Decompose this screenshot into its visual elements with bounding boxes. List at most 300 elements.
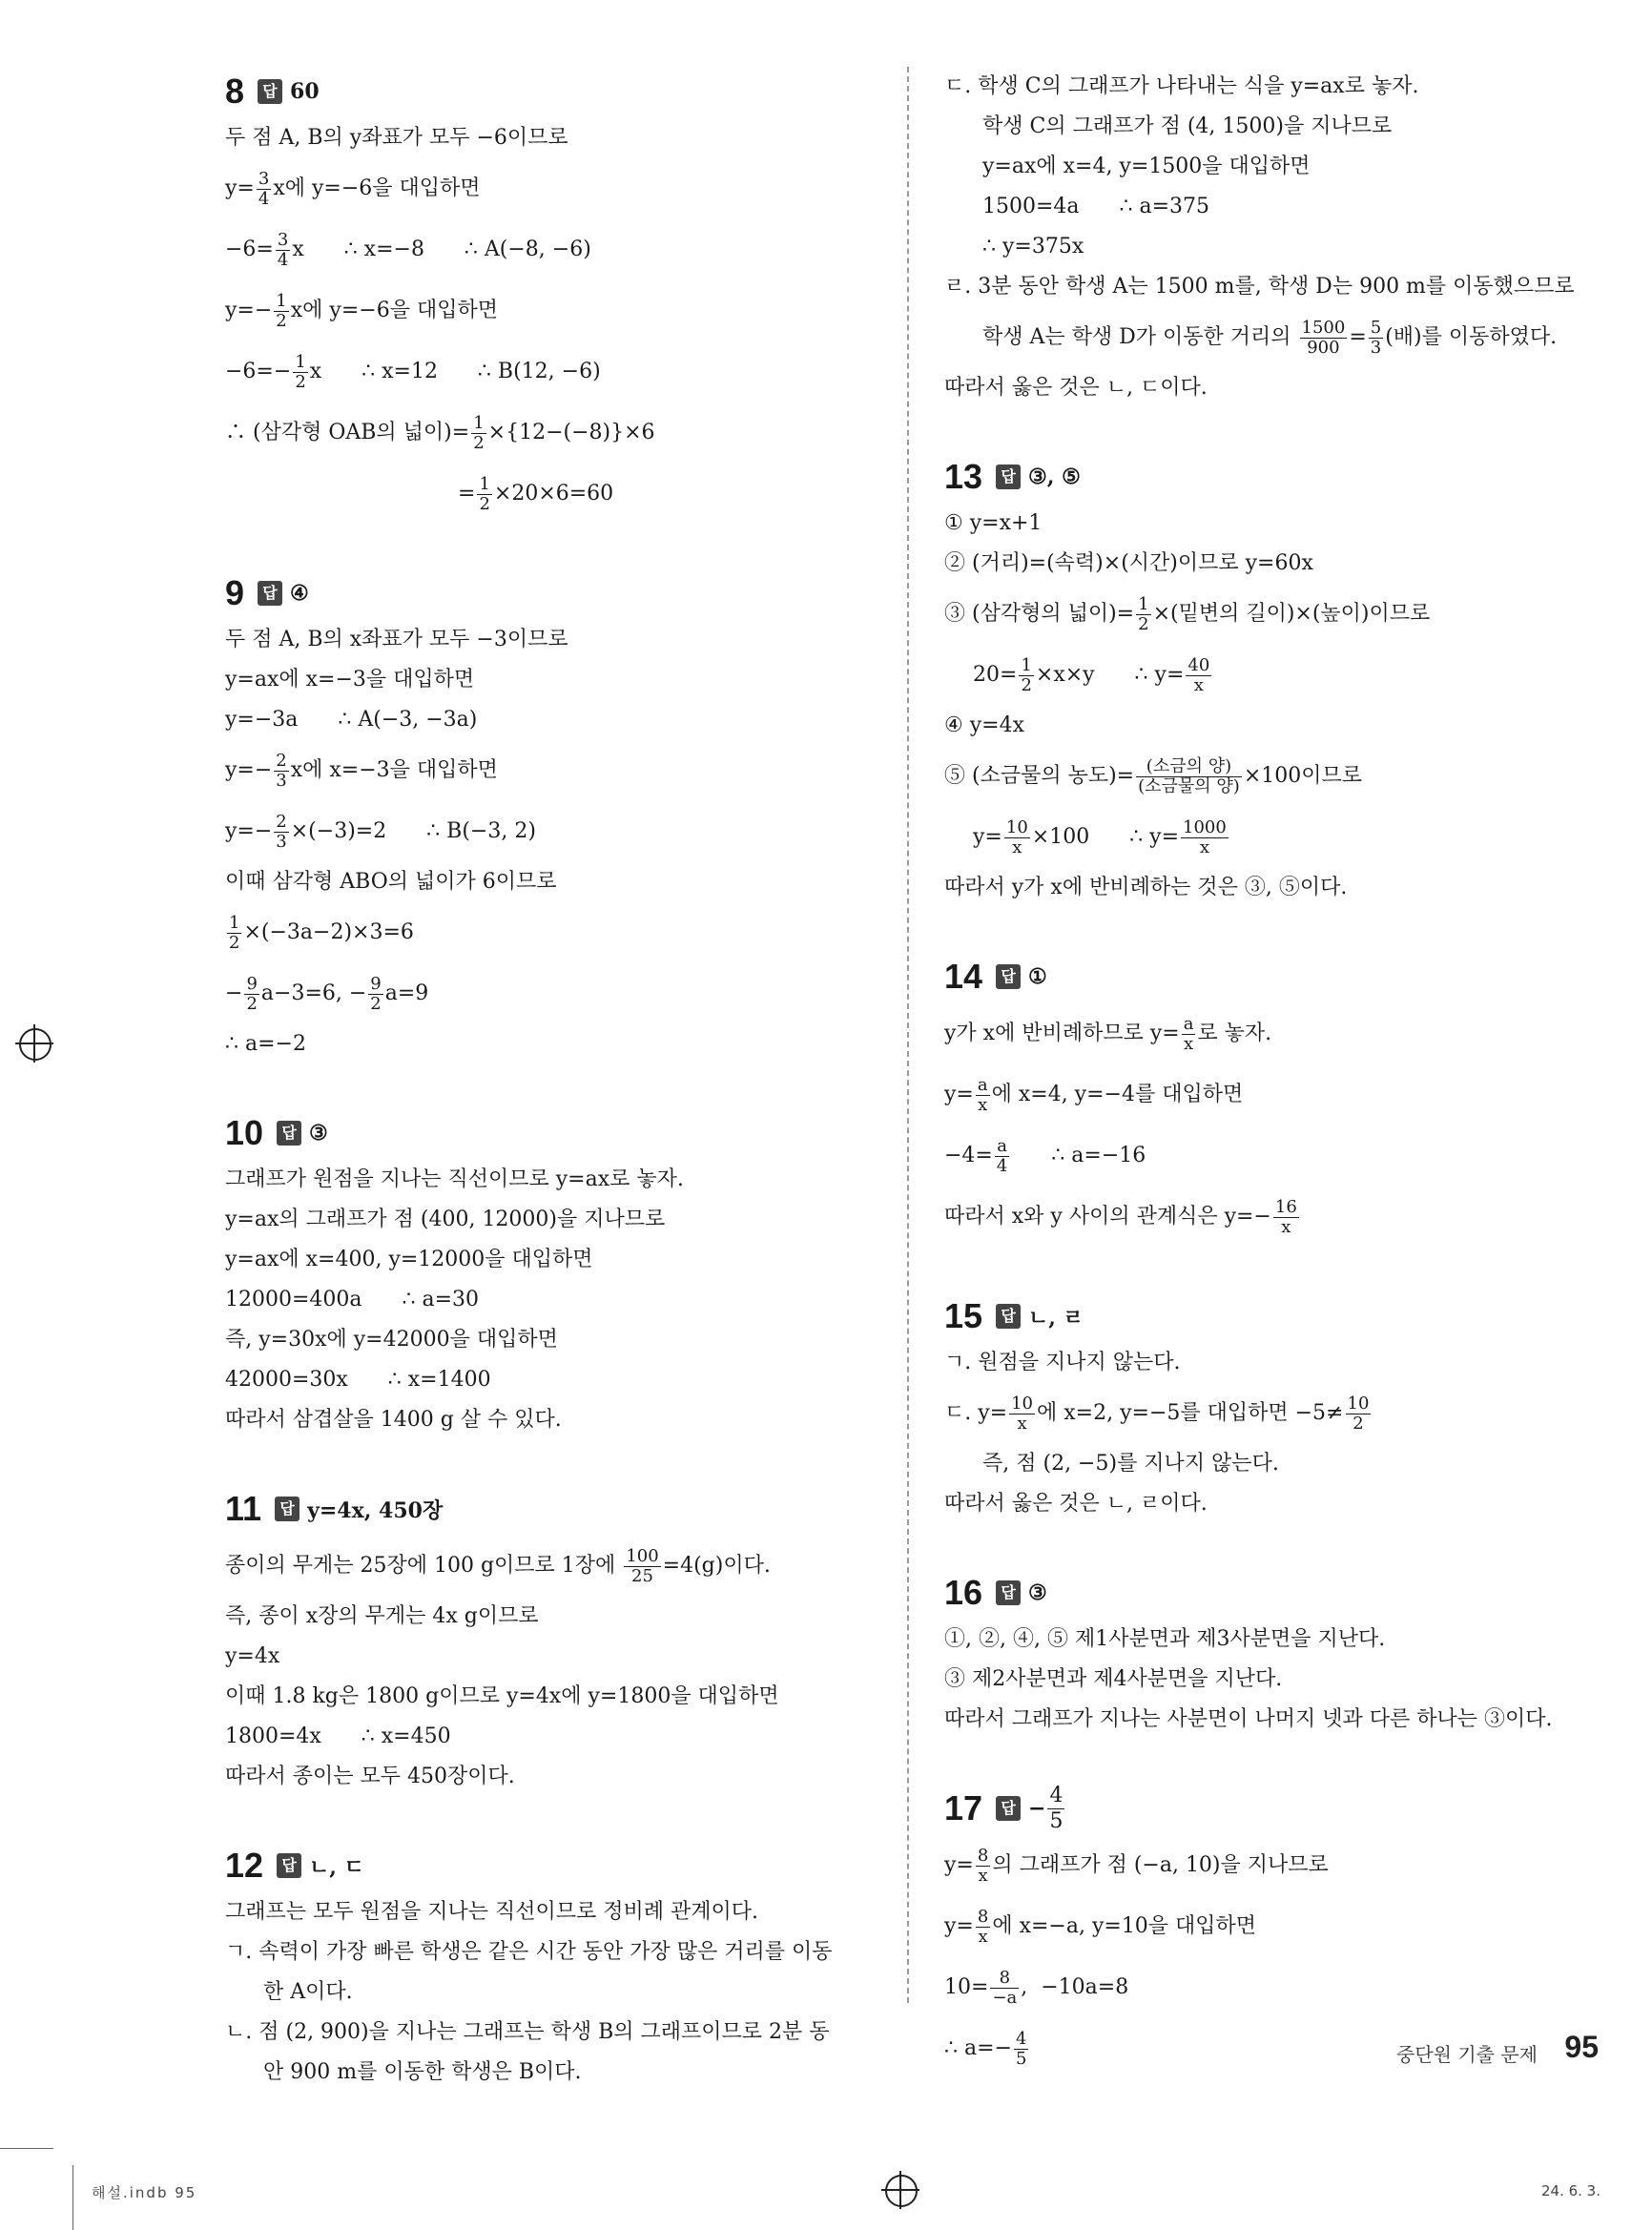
solution-block [225,1841,874,2093]
solution-line [944,1064,1612,1125]
denominator: 2 [276,310,287,331]
text-run: ×(밑변의 길이)×(높이)이므로 [1152,601,1431,626]
solution-header [225,1484,874,1534]
fraction [990,1969,1019,2008]
spacer [944,1248,1612,1291]
denominator: x [978,1926,988,1947]
spacer [225,1064,874,1108]
text-run: ①, ②, ④, ⑤ 제1사분면과 제3사분면을 지난다. [944,1626,1386,1651]
text-run: ④ y=4x [944,712,1024,737]
fraction [276,231,290,270]
numerator: 2 [276,811,287,832]
numerator: 40 [1187,654,1210,675]
fraction [477,475,491,514]
text-run: 따라서 x와 y 사이의 관계식은 y=− [944,1204,1271,1229]
denominator: x [978,1865,988,1886]
left-column [225,67,874,2093]
text-run: 따라서 y가 x에 반비례하는 것은 ③, ⑤이다. [944,875,1348,899]
right-column [944,67,1612,2079]
answer: ④ [290,581,309,606]
numerator: 1000 [1183,816,1227,837]
solution-block [944,1784,1612,2079]
denominator: 5 [1049,1808,1063,1833]
solution-block [225,568,874,1064]
fraction [1346,1394,1372,1434]
text-run: y=4x [225,1643,280,1668]
numerator: 1 [1021,654,1032,675]
text-run: −6= [225,237,274,261]
text-run: (배)를 이동하였다. [1385,324,1558,349]
solution-line [225,801,874,862]
solution-line [944,807,1612,868]
answer: ① [1028,964,1047,989]
fraction [1136,757,1242,796]
fraction [1014,2030,1028,2069]
answer: − [1028,1796,1046,1821]
answer-badge-icon: 답 [258,581,282,606]
solution-line [225,341,874,403]
denominator: 2 [1353,1413,1364,1434]
text-run: ㄱ. 속력이 가장 빠른 학생은 같은 시간 동안 가장 많은 거리를 이동 [225,1939,833,1964]
problem-number: 11 [225,1489,262,1528]
text-run: 따라서 종이는 모두 450장이다. [225,1764,515,1788]
fraction [1136,595,1150,634]
numerator: 2 [276,750,287,771]
numerator: 1500 [1301,317,1346,338]
denominator: 2 [473,432,485,453]
fraction [368,975,382,1014]
numerator: 4 [1015,2028,1027,2049]
solution-line [944,147,1612,187]
denominator: 25 [631,1565,653,1586]
text-run: 안 900 m를 이동한 학생은 B이다. [263,2059,582,2084]
solution-line [944,1484,1612,1524]
fraction [274,292,288,331]
solution-header [944,1784,1612,1833]
denominator: x [1281,1216,1291,1237]
solution-header [944,1568,1612,1618]
solution-header [225,1841,874,1890]
solution-line [944,746,1612,807]
solution-line [225,403,874,464]
solution-header [944,952,1612,1001]
text-run: ③ 제2사분면과 제4사분면을 지난다. [944,1666,1283,1691]
fraction [995,1137,1009,1176]
text-run: y=−3a ∴ A(−3, −3a) [225,707,478,732]
solution-line [225,2053,874,2093]
text-run: 이때 1.8 kg은 1800 g이므로 y=4x에 y=1800을 대입하면 [225,1683,779,1708]
text-run: y가 x에 반비례하므로 y= [944,1021,1180,1045]
text-run: ∴ (삼각형 OAB의 넓이)= [225,420,470,444]
fraction [1186,656,1211,695]
problem-number: 16 [944,1573,983,1612]
spacer [225,525,874,568]
solution-line [944,1187,1612,1248]
answer: ③ [309,1121,328,1146]
text-run: , −10a=8 [1021,1974,1129,1999]
text-run: 학생 A는 학생 D가 이동한 거리의 [982,324,1298,349]
answer-badge-icon: 답 [277,1121,301,1146]
fraction [1369,319,1383,358]
solution-line [944,544,1612,584]
problem-number: 12 [225,1846,264,1885]
text-run: ×20×6=60 [493,481,614,506]
denominator: 2 [1138,613,1149,634]
problem-number: 17 [944,1788,983,1827]
denominator: 3 [276,831,287,852]
solution-line [225,1597,874,1637]
spacer [225,1440,874,1484]
numerator: 1 [276,290,287,311]
solution-line [225,1932,874,1972]
text-run: y=ax의 그래프가 점 (400, 12000)을 지나므로 [225,1207,666,1231]
answer: ③, ⑤ [1028,465,1081,489]
solution-line [225,963,874,1024]
fraction [1047,1784,1064,1834]
text-run: 42000=30x ∴ x=1400 [225,1367,491,1392]
text-run: x ∴ x=−8 ∴ A(−8, −6) [292,237,591,261]
numerator: (소금의 양) [1136,757,1242,777]
text-run: y=ax에 x=4, y=1500을 대입하면 [982,154,1311,178]
solution-line [944,706,1612,746]
problem-number: 14 [944,957,983,996]
text-run: ③ (삼각형의 넓이)= [944,601,1135,626]
solution-line [944,107,1612,147]
solution-line [944,504,1612,544]
denominator: (소금물의 양) [1138,775,1240,796]
text-run: 학생 C의 그래프가 점 (4, 1500)을 지나므로 [982,114,1393,138]
solution-line [944,645,1612,706]
solution-line [225,1360,874,1400]
answer-badge-icon: 답 [996,1304,1021,1329]
solution-line [225,1240,874,1280]
denominator: −a [992,1987,1018,2008]
answer: ③ [1028,1580,1047,1605]
solution-line [944,1383,1612,1444]
numerator: 8 [990,1969,1019,1989]
solution-line [225,1972,874,2013]
answer: 60 [290,79,320,104]
solution-line [225,1200,874,1240]
solution-line [225,700,874,740]
problem-number: 13 [944,457,983,496]
denominator: 2 [1021,674,1032,695]
numerator: 100 [626,1545,659,1566]
solution-line [944,1957,1612,2018]
solution-line [225,1757,874,1797]
text-run: = [1349,324,1367,349]
denominator: 2 [229,932,240,953]
solution-line [225,1160,874,1200]
text-run: ① y=x+1 [944,510,1043,535]
solution-block [225,1484,874,1797]
text-run: x ∴ x=12 ∴ B(12, −6) [309,359,601,383]
fraction [1182,1015,1196,1054]
text-run: x에 x=−3을 대입하면 [290,757,498,782]
trim-mark [72,2165,73,2230]
spacer [944,1740,1612,1784]
fraction [244,975,258,1014]
solution-block [944,1568,1612,1740]
denominator: x [1199,836,1210,857]
text-run: 따라서 옳은 것은 ㄴ, ㄷ이다. [944,375,1208,400]
solution-line [944,584,1612,645]
answer-badge-icon: 답 [277,1853,301,1878]
text-run: 그래프는 모두 원점을 지나는 직선이므로 정비례 관계이다. [225,1899,759,1924]
denominator: 2 [295,371,306,392]
denominator: 2 [246,993,258,1014]
spacer [944,408,1612,452]
fraction [1004,818,1030,857]
solution-block [944,952,1612,1248]
numerator: 3 [258,168,270,189]
solution-line [225,862,874,902]
text-run: − [225,981,243,1005]
text-run: −6=− [225,359,292,383]
text-run: 에 x=4, y=−4를 대입하면 [991,1082,1244,1106]
denominator: x [1183,1033,1194,1054]
text-run: 따라서 옳은 것은 ㄴ, ㄹ이다. [944,1491,1208,1516]
numerator: 5 [1370,317,1382,338]
solution-header [225,67,874,116]
text-run: = [458,481,476,506]
text-run: 따라서 그래프가 지나는 사분면이 나머지 넷과 다른 하나는 ③이다. [944,1706,1553,1731]
answer-badge-icon: 답 [996,465,1021,489]
numerator: 10 [1347,1393,1370,1414]
solution-block [225,1108,874,1440]
solution-line [944,1620,1612,1660]
solution-line [944,1660,1612,1700]
spacer [225,1797,874,1841]
text-run: ⑤ (소금물의 농도)= [944,763,1135,788]
text-run: y= [973,824,1002,849]
text-run: ∴ a=− [944,2035,1012,2060]
numerator: 9 [246,973,258,994]
text-run: y=− [225,818,273,843]
fraction [1019,656,1033,695]
numerator: 16 [1274,1196,1297,1217]
text-run: 이때 삼각형 ABO의 넓이가 6이므로 [225,869,557,894]
text-run: ×(−3a−2)×3=6 [243,919,414,944]
fraction [1300,319,1348,358]
solution-line [944,1835,1612,1896]
numerator: 1 [479,473,490,494]
text-run: 두 점 A, B의 y좌표가 모두 −6이므로 [225,125,568,150]
text-run: 에 x=2, y=−5를 대입하면 −5≠ [1037,1400,1344,1425]
solution-line [225,1024,874,1064]
problem-number: 9 [225,573,245,612]
numerator: 8 [977,1845,989,1866]
numerator: 1 [473,412,485,433]
solution-line [225,280,874,341]
answer-badge-icon: 답 [996,1796,1021,1821]
denominator: 4 [996,1155,1008,1176]
denominator: 3 [276,770,287,791]
solution-line [225,2013,874,2053]
text-run: 로 놓자. [1197,1021,1272,1045]
answer-badge-icon: 답 [996,964,1021,989]
text-run: a=9 [384,981,429,1005]
solution-block [944,67,1612,408]
solution-line [944,368,1612,408]
numerator: a [1183,1013,1194,1034]
registration-mark-icon [885,2175,918,2207]
page-number: 95 [1564,2030,1599,2064]
text-run: y=− [225,757,273,782]
text-run: 즉, 점 (2, −5)를 지나지 않는다. [982,1451,1279,1476]
problem-number: 15 [944,1296,983,1335]
text-run: 한 A이다. [263,1979,353,2004]
solution-header [225,568,874,618]
answer: ㄴ, ㄹ [1028,1305,1084,1331]
text-run: 종이의 무게는 25장에 100 g이므로 1장에 [225,1553,623,1578]
numerator: 1 [1138,593,1149,614]
numerator: 1 [229,912,240,933]
fraction [976,1076,990,1115]
fraction [293,353,307,392]
solution-line [944,1003,1612,1064]
numerator: a [995,1137,1009,1157]
fraction [1181,818,1229,857]
numerator: 9 [370,973,382,994]
solution-line [225,1320,874,1360]
text-run: ㄹ. 3분 동안 학생 A는 1500 m를, 학생 D는 900 m를 이동했으므로 [944,274,1575,299]
text-run: =4(g)이다. [662,1553,771,1578]
solution-line [225,1637,874,1677]
text-run: ㄷ. 학생 C의 그래프가 나타내는 식을 y=ax로 놓자. [944,73,1419,98]
fraction [976,1908,990,1947]
answer-badge-icon: 답 [258,79,282,104]
text-run: ∴ a=−16 [1011,1143,1146,1167]
denominator: 4 [277,249,289,270]
solution-line [225,660,874,700]
registration-mark-icon [19,1028,52,1061]
solution-block [944,452,1612,908]
text-run: x에 y=−6을 대입하면 [290,298,498,322]
denominator: 4 [258,188,270,209]
text-run: 두 점 A, B의 x좌표가 모두 −3이므로 [225,627,568,651]
text-run: y= [944,1852,974,1877]
text-run: ㄷ. y= [944,1400,1008,1425]
problem-number: 10 [225,1113,264,1152]
solution-line [225,1677,874,1717]
text-run: ×{12−(−8)}×6 [487,420,655,444]
text-run: 20= [973,662,1018,687]
solution-line [225,740,874,801]
numerator: 10 [1011,1393,1034,1414]
solution-line [225,620,874,660]
text-run: ∴ a=−2 [225,1031,306,1056]
answer: y=4x, 450장 [307,1497,444,1523]
solution-header [944,452,1612,502]
numerator: 8 [977,1906,989,1927]
denominator: 2 [479,493,490,514]
solution-block [225,67,874,525]
solution-line [944,187,1612,227]
solution-line [944,1896,1612,1957]
solution-line [944,1700,1612,1740]
text-run: 따라서 삼겹살을 1400 g 살 수 있다. [225,1407,562,1432]
solution-line [225,158,874,219]
solution-line [944,1444,1612,1484]
text-run: ∴ y=375x [982,234,1084,258]
fraction [257,170,271,209]
text-run: 즉, 종이 x장의 무게는 4x g이므로 [225,1603,539,1628]
fraction [624,1547,660,1586]
solution-line [225,118,874,158]
text-run: ×100이므로 [1243,763,1363,788]
fraction [227,914,241,953]
denominator: x [1017,1413,1027,1434]
solution-block [944,1291,1612,1524]
numerator: 4 [1049,1783,1063,1807]
text-run: 10= [944,1974,989,1999]
text-run: 즉, y=30x에 y=42000을 대입하면 [225,1327,558,1352]
solution-line [944,227,1612,267]
denominator: 900 [1307,337,1340,358]
fraction [274,752,288,791]
text-run: ㄱ. 원점을 지나지 않는다. [944,1350,1181,1374]
denominator: x [1193,674,1204,695]
solution-line [225,1536,874,1597]
spacer [944,1524,1612,1568]
solution-line [944,267,1612,307]
denominator: x [978,1094,988,1115]
denominator: 5 [1015,2048,1027,2069]
answer-badge-icon: 답 [996,1580,1021,1605]
solution-line [225,1400,874,1440]
text-run: x에 y=−6을 대입하면 [273,176,481,200]
fraction [976,1847,990,1886]
solution-line [944,868,1612,908]
fraction [471,414,485,453]
text-run: ② (거리)=(속력)×(시간)이므로 y=60x [944,550,1313,575]
solution-line [225,1280,874,1320]
solution-line [225,219,874,280]
denominator: 2 [370,993,382,1014]
text-run: a−3=6, − [260,981,367,1005]
solution-line [944,1343,1612,1383]
solution-line [944,1125,1612,1187]
fraction [274,813,288,852]
text-run: ×x×y ∴ y= [1035,662,1185,687]
denominator: x [1012,836,1022,857]
text-run: y= [944,1913,974,1938]
text-run: ×(−3)=2 ∴ B(−3, 2) [290,818,536,843]
answer: ㄴ, ㄷ [309,1854,364,1880]
text-run: 12000=400a ∴ a=30 [225,1287,480,1311]
numerator: a [977,1074,988,1095]
print-file-info: 해설.indb 95 [92,2184,197,2201]
text-run: y=ax에 x=400, y=12000을 대입하면 [225,1247,593,1271]
solution-line [944,307,1612,368]
answer-badge-icon: 답 [275,1497,299,1521]
numerator: 10 [1005,816,1028,837]
fraction [1273,1198,1299,1237]
solution-header [225,1108,874,1158]
text-run: ㄴ. 점 (2, 900)을 지나는 그래프는 학생 B의 그래프이므로 2분 동 [225,2019,830,2044]
text-run: 1800=4x ∴ x=450 [225,1724,451,1748]
spacer [944,908,1612,952]
section-title: 중단원 기출 문제 [1396,2043,1538,2066]
fraction [1009,1394,1035,1434]
text-run: 1500=4a ∴ a=375 [982,194,1210,218]
text-run: 의 그래프가 점 (−a, 10)을 지나므로 [992,1852,1329,1877]
solution-line [225,902,874,963]
denominator: 3 [1370,337,1382,358]
text-run: ×100 ∴ y= [1031,824,1180,849]
text-run: 에 x=−a, y=10을 대입하면 [992,1913,1257,1938]
